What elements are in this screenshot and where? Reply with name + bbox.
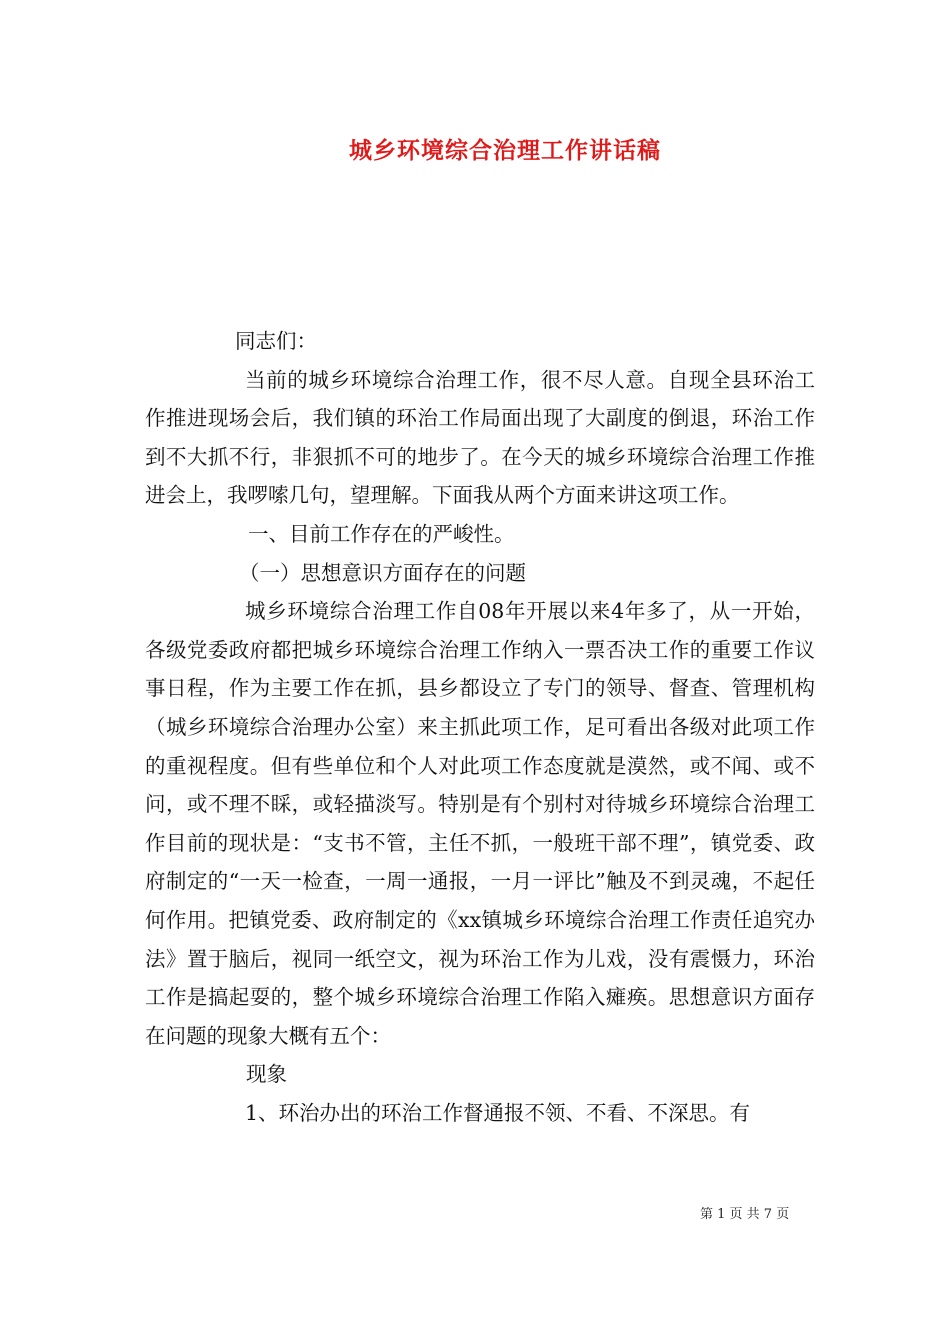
subsection-heading-1: （一）思想意识方面存在的问题 bbox=[239, 560, 526, 585]
greeting: 同志们： bbox=[235, 329, 317, 353]
phenomenon-label: 现象 bbox=[246, 1062, 287, 1087]
section-heading-1: 一、目前工作存在的严峻性。 bbox=[248, 521, 515, 546]
document-title: 城乡环境综合治理工作讲话稿 bbox=[349, 137, 661, 164]
paragraph-body-1: 城乡环境综合治理工作自08年开展以来4年多了，从一开始，各级党委政府都把城乡环境综合治理工作纳入一票否决工作的重要工作议事日程，作为主要工作在抓，县乡都设立了专门的领导、督查、管理机构（城乡环境综合治理办公室）来主抓此项工作，足可看出各级对此项工作的重视程度。但有些单位和个人对此项工作态度就是漠然，或不闻、或不问，或不理不睬，或轻描淡写。特别是有个别村对待城乡环境综合治理工作目前的现状是：“支书不管，主任不抓，一般班干部不理”，镇党委、政府制定的“一天一检查，一周一通报，一月一评比”触及不到灵魂，不起任何作用。把镇党委、政府制定的《xx镇城乡环境综合治理工作责任追究办法》置于脑后，视同一纸空文，视为环治工作为儿戏，没有震慑力，环治工作是搞起耍的，整个城乡环境综合治理工作陷入瘫痪。思想意识方面存在问题的现象大概有五个： bbox=[145, 599, 815, 1048]
list-item-1: 1、环治办出的环治工作督通报不领、不看、不深思。有 bbox=[245, 1100, 751, 1125]
page-footer: 第 1 页 共 7 页 bbox=[700, 1207, 790, 1222]
document-body bbox=[145, 322, 815, 1132]
paragraph-intro: 当前的城乡环境综合治理工作，很不尽人意。自现全县环治工作推进现场会后，我们镇的环治工作局面出现了大副度的倒退，环治工作到不大抓不行，非狠抓不可的地步了。在今天的城乡环境综合治理工作推进会上，我啰嗦几句，望理解。下面我从两个方面来讲这项工作。 bbox=[145, 367, 815, 508]
